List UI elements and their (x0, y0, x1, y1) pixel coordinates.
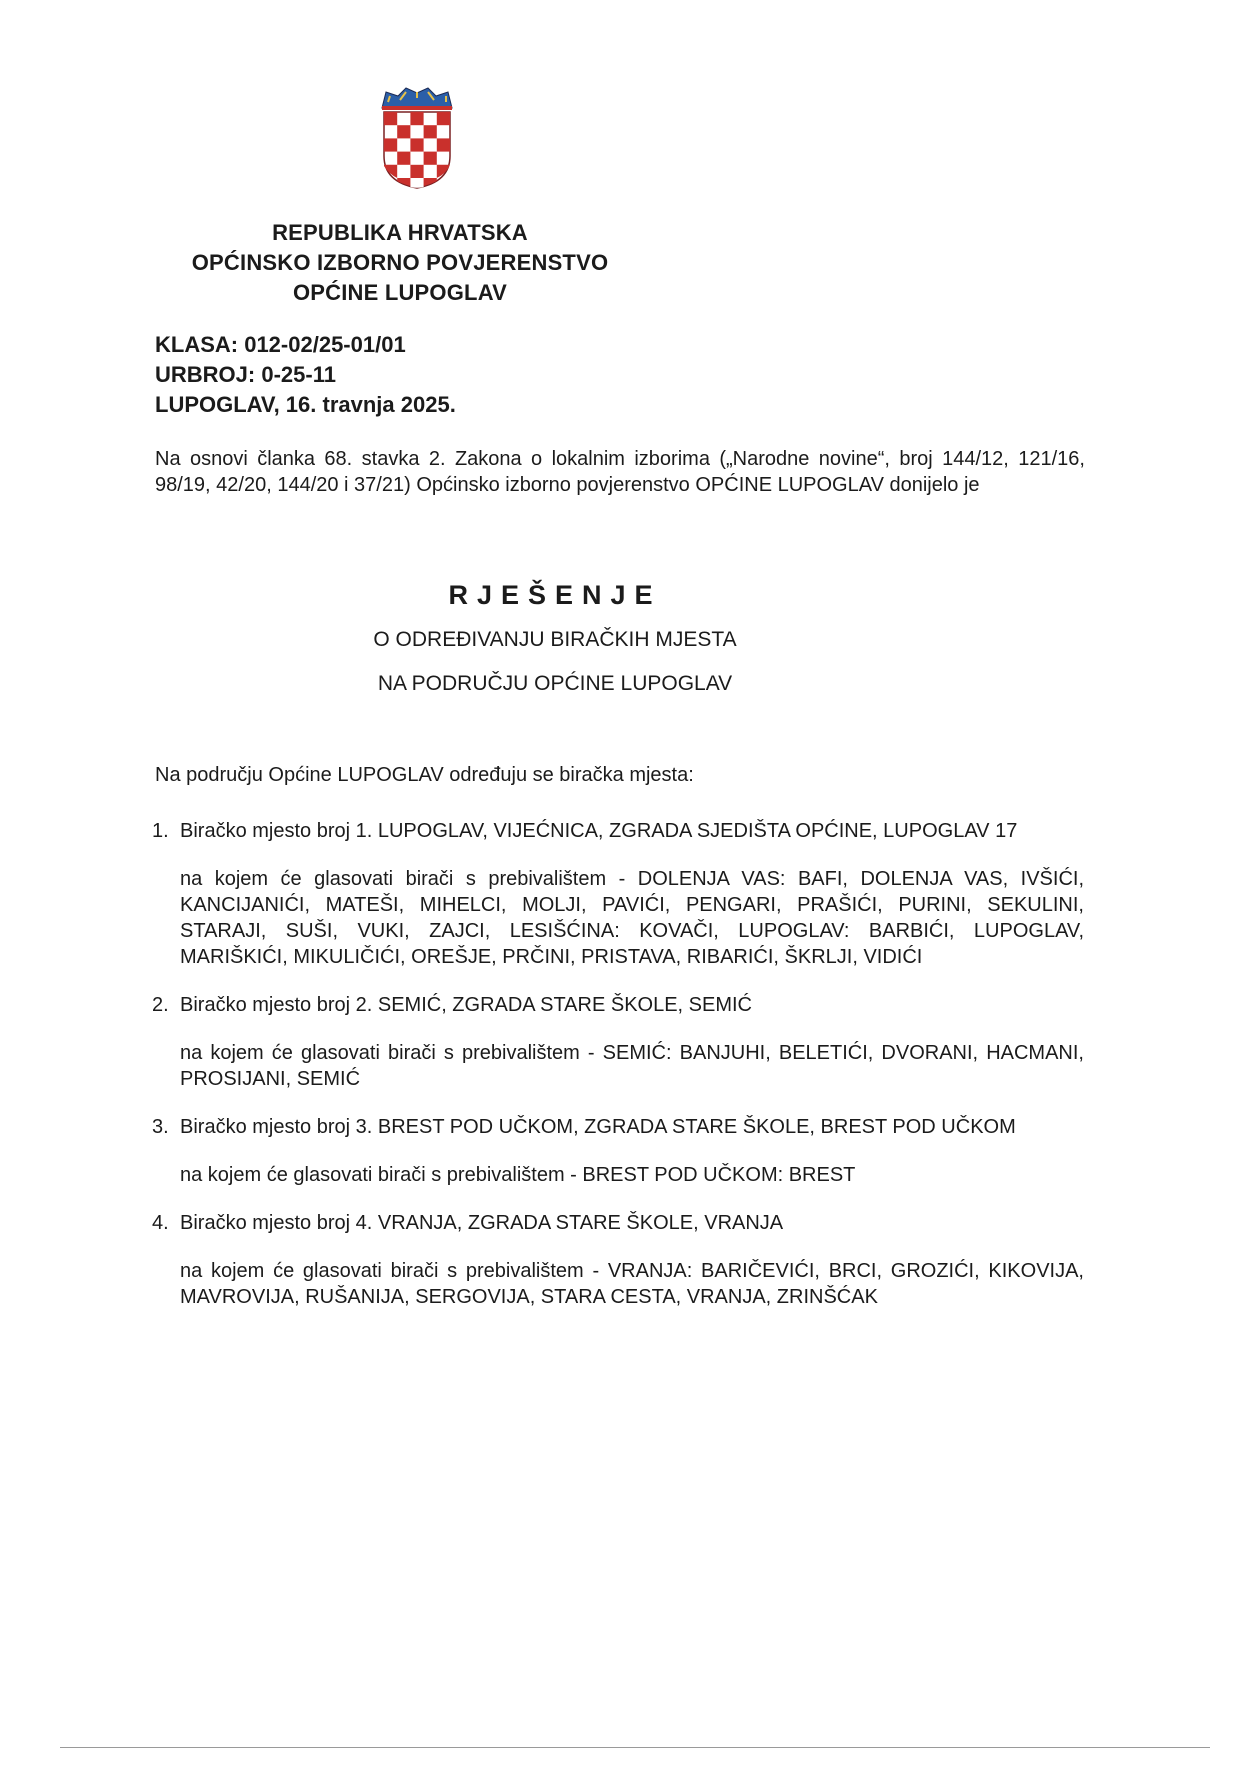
decision-subtitle-2: NA PODRUČJU OPĆINE LUPOGLAV (377, 672, 733, 695)
polling-stations-list (152, 818, 1084, 1332)
item-number: 4. (152, 1212, 169, 1234)
decision-subtitle-1: O ODREĐIVANJU BIRAČKIH MJESTA (373, 628, 737, 651)
polling-station-heading: Biračko mjesto broj 2. SEMIĆ, ZGRADA STARE ŠKOLE, SEMIĆ (180, 994, 753, 1016)
klasa-reference: KLASA: 012-02/25-01/01 (155, 332, 406, 357)
croatian-coat-of-arms-icon (376, 86, 458, 190)
polling-station-heading: Biračko mjesto broj 1. LUPOGLAV, VIJEĆNICA, ZGRADA SJEDIŠTA OPĆINE, LUPOGLAV 17 (180, 820, 1018, 842)
polling-station-voters: na kojem će glasovati birači s prebivalištem - BREST POD UČKOM: BREST (180, 1164, 856, 1186)
list-item (152, 818, 1084, 970)
decision-heading: RJEŠENJE (448, 580, 662, 610)
polling-station-heading: Biračko mjesto broj 3. BREST POD UČKOM, ZGRADA STARE ŠKOLE, BREST POD UČKOM (180, 1116, 1016, 1138)
header-line-commission: OPĆINSKO IZBORNO POVJERENSTVO (191, 250, 609, 275)
scan-edge-divider (60, 1747, 1210, 1748)
polling-station-voters: na kojem će glasovati birači s prebivalištem - SEMIĆ: BANJUHI, BELETIĆI, DVORANI, HACMANI, PROSIJANI, SEMIĆ (180, 1042, 1084, 1090)
lead-sentence: Na području Općine LUPOGLAV određuju se biračka mjesta: (155, 764, 694, 786)
legal-basis-paragraph: Na osnovi članka 68. stavka 2. Zakona o lokalnim izborima („Narodne novine“, broj 144/12, 121/16, 98/19, 42/20, 144/20 i 37/21) Općinsko izborno povjerenstvo OPĆINE LUPOGLAV donijelo je (155, 448, 1085, 496)
item-number: 1. (152, 820, 169, 842)
polling-station-voters: na kojem će glasovati birači s prebivalištem - DOLENJA VAS: BAFI, DOLENJA VAS, IVŠIĆI, KANCIJANIĆI, MATEŠI, MIHELCI, MOLJI, PAVIĆI, PENGARI, PRAŠIĆI, PURINI, SEKULINI, STARAJI, SUŠI, VUKI, ZAJCI, LESIŠĆINA: KOVAČI, LUPOGLAV: BARBIĆI, LUPOGLAV, MARIŠKIĆI, MIKULIČIĆI, OREŠJE, PRČINI, PRISTAVA, RIBARIĆI, ŠKRLJI, VIDIĆI (180, 868, 1084, 968)
item-number: 2. (152, 994, 169, 1016)
polling-station-voters: na kojem će glasovati birači s prebivalištem - VRANJA: BARIČEVIĆI, BRCI, GROZIĆI, KIKOVIJA, MAVROVIJA, RUŠANIJA, SERGOVIJA, STARA CESTA, VRANJA, ZRINŠĆAK (180, 1260, 1084, 1308)
urbroj-reference: URBROJ: 0-25-11 (155, 362, 336, 387)
header-line-municipality: OPĆINE LUPOGLAV (292, 280, 508, 305)
issuer-header (160, 218, 640, 308)
decision-title (0, 580, 1240, 697)
list-item (152, 992, 1084, 1092)
polling-station-heading: Biračko mjesto broj 4. VRANJA, ZGRADA STARE ŠKOLE, VRANJA (180, 1212, 784, 1234)
place-date: LUPOGLAV, 16. travnja 2025. (155, 392, 456, 417)
list-item (152, 1114, 1084, 1188)
document-references (155, 330, 456, 420)
item-number: 3. (152, 1116, 169, 1138)
list-item (152, 1210, 1084, 1310)
header-line-republic: REPUBLIKA HRVATSKA (272, 220, 528, 245)
